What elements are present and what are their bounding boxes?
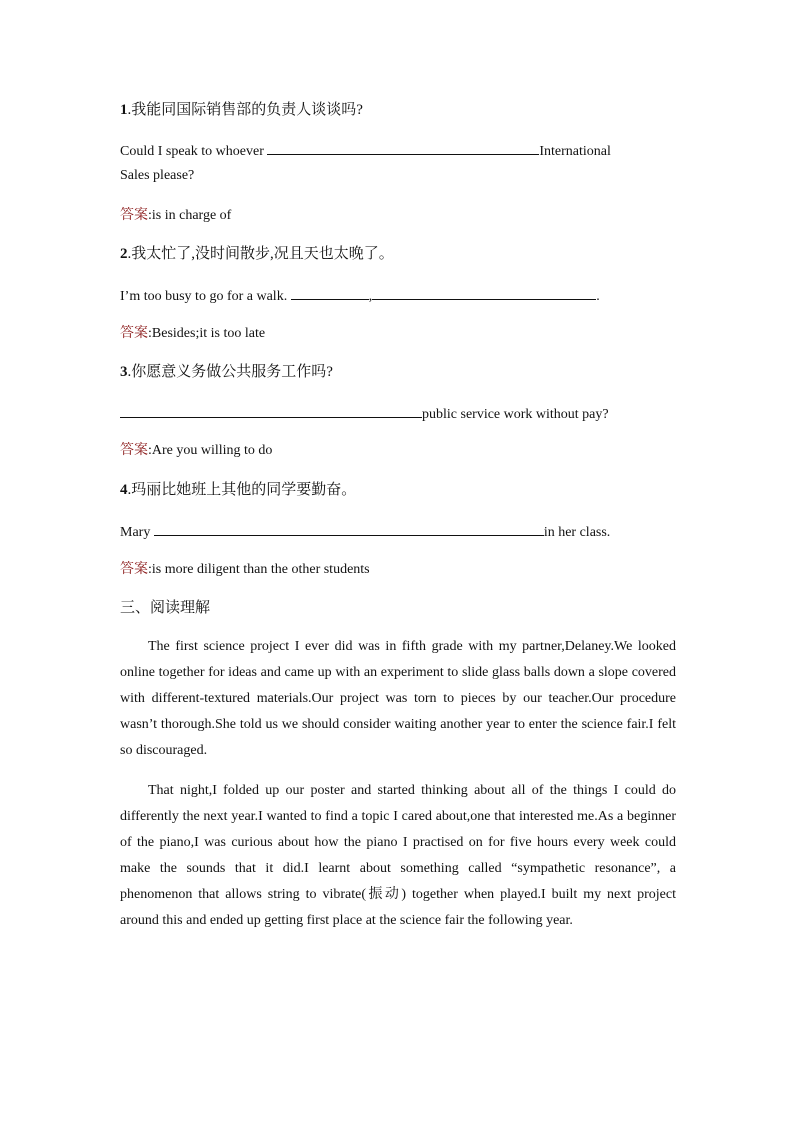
question-3-english-after: public service work without pay?: [422, 407, 609, 422]
question-4-english: [120, 521, 610, 543]
question-3-answer: [120, 441, 272, 461]
question-2-english: [120, 285, 600, 307]
question-4-text: .玛丽比她班上其他的同学要勤奋。: [127, 482, 357, 498]
answer-text: :Are you willing to do: [148, 443, 273, 458]
question-1-blank[interactable]: [267, 140, 539, 155]
question-2-blank-1[interactable]: [291, 285, 369, 300]
question-3-number: 3: [120, 364, 128, 380]
question-1-english: [120, 140, 611, 162]
answer-text: :Besides;it is too late: [148, 326, 266, 341]
reading-paragraph-2-text: That night,I folded up our poster and started thinking about all of the things I could do differently the next year.I wanted to find a topic I cared about,one that interested me.As a beginner of the piano,I was curious about how the piano I practised on for five hours every week could make the sounds that it did.I learnt about something called “sympathetic resonance”, a phenomenon that allows string to vibrate(振动) together when played.I built my next project around this and ended up getting first place at the science fair the following year.: [120, 783, 676, 928]
question-3-english: [120, 403, 609, 425]
section-heading: 三、阅读理解: [120, 600, 211, 616]
question-4-english-after: in her class.: [543, 525, 611, 540]
question-1-english-line2: Sales please?: [120, 168, 195, 183]
answer-text: :is in charge of: [148, 208, 232, 223]
question-2-text: .我太忙了,没时间散步,况且天也太晚了。: [127, 246, 394, 262]
reading-paragraph-1: [120, 634, 676, 764]
reading-paragraph-2: [120, 778, 676, 934]
answer-label: 答案: [120, 326, 148, 341]
answer-label: 答案: [120, 443, 148, 458]
question-2-chinese: [120, 244, 394, 264]
question-2-english-after: .: [596, 289, 600, 304]
question-1-text: .我能同国际销售部的负责人谈谈吗?: [127, 102, 363, 118]
question-3-chinese: [120, 362, 333, 382]
reading-paragraph-1-text: The first science project I ever did was in fifth grade with my partner,Delaney.We looked online together for ideas and came up with an experiment to slide glass balls down a slope covered with different-textured materials.Our project was torn to pieces by our teacher.Our procedure wasn’t thorough.She told us we should consider waiting another year to enter the science fair.I felt so discouraged.: [120, 639, 676, 758]
question-1-english-before: Could I speak to whoever: [120, 144, 264, 159]
question-1-chinese: [120, 100, 363, 120]
question-2-english-before: I’m too busy to go for a walk.: [120, 289, 288, 304]
question-1-number: 1: [120, 102, 128, 118]
question-3-blank[interactable]: [120, 403, 422, 418]
answer-text: :is more diligent than the other students: [148, 562, 370, 577]
answer-label: 答案: [120, 562, 148, 577]
question-2-answer: [120, 324, 265, 344]
question-4-english-before: Mary: [120, 525, 151, 540]
question-1-answer: [120, 206, 231, 226]
question-1-english-after: International: [539, 144, 611, 159]
question-4-answer: [120, 560, 370, 580]
question-2-blank-2[interactable]: [372, 285, 596, 300]
question-4-number: 4: [120, 482, 128, 498]
answer-label: 答案: [120, 208, 148, 223]
question-3-text: .你愿意义务做公共服务工作吗?: [127, 364, 333, 380]
question-4-chinese: [120, 480, 356, 500]
question-4-blank[interactable]: [154, 521, 544, 536]
question-2-separator: ,: [368, 289, 373, 304]
question-2-number: 2: [120, 246, 128, 262]
